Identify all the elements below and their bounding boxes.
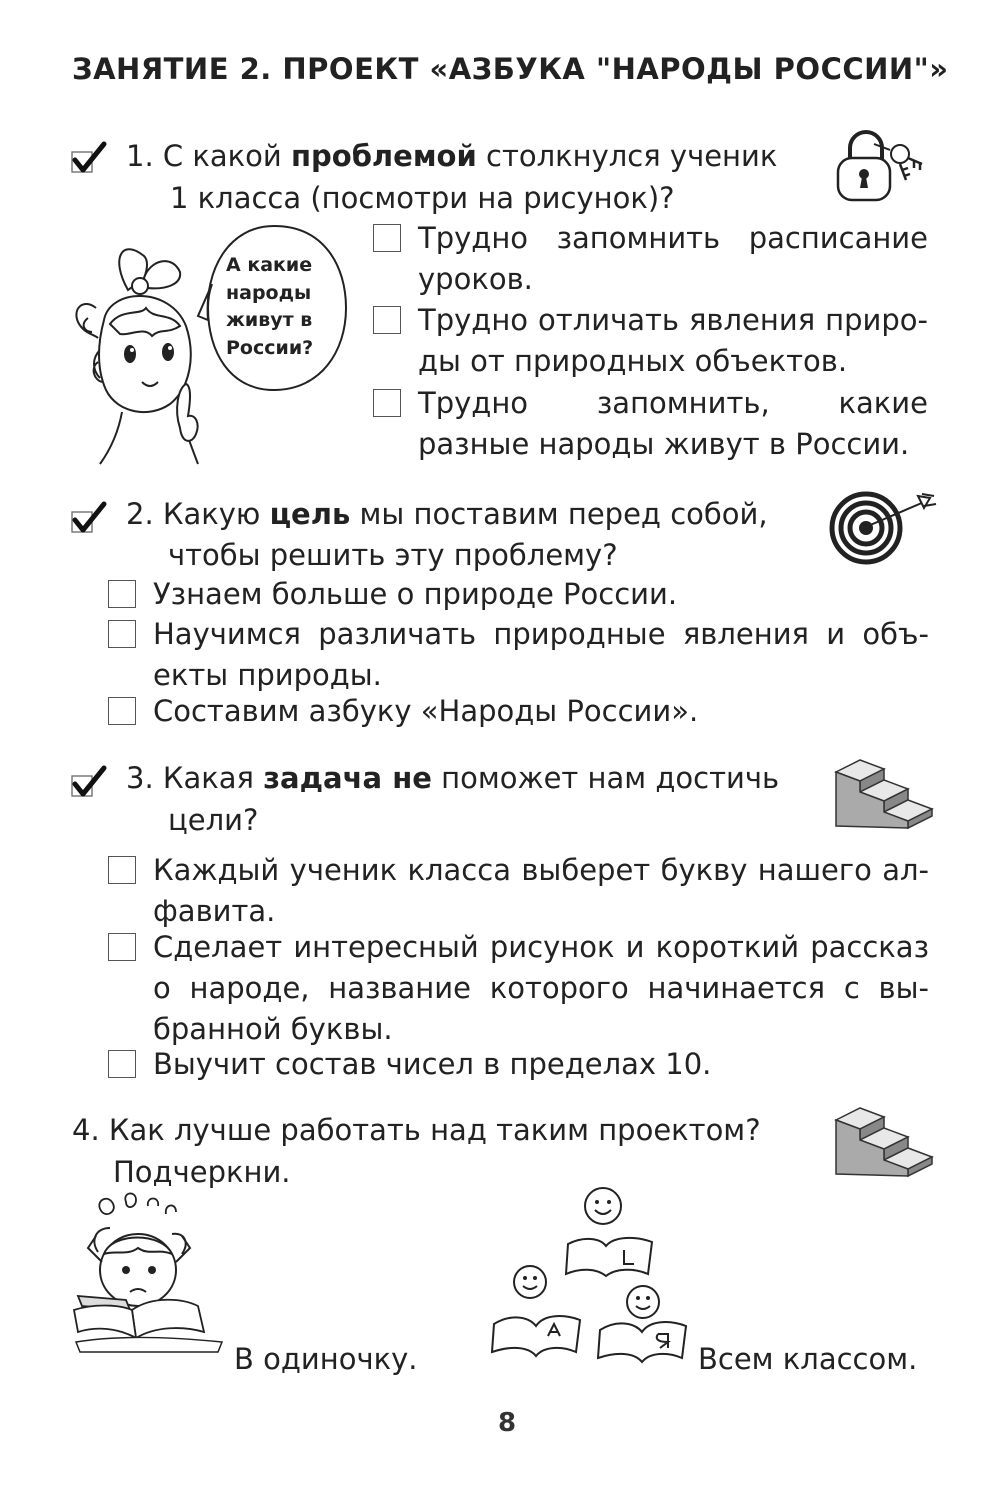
q3-option-1-checkbox[interactable] [108,856,136,884]
girl-illustration [70,238,205,464]
q1-option-1-text: Трудно запомнить расписание уроков. [418,221,928,296]
q3-option-3-checkbox[interactable] [108,1050,136,1078]
speech-bubble-text [226,252,313,362]
page-title: ЗАНЯТИЕ 2. ПРОЕКТ «АЗБУКА "НАРОДЫ РОССИИ"» [72,52,949,86]
target-icon [828,492,936,564]
bubble-line: народы [226,281,312,304]
q1-option-1-checkbox[interactable] [373,224,401,252]
q2-option-1-text: Узнаем больше о природе России. [153,577,678,611]
q1-option-3-checkbox[interactable] [373,389,401,417]
bubble-line: живут в [226,309,313,331]
q2-option-1-checkbox[interactable] [108,580,136,608]
class-books-illustration [488,1184,688,1374]
question-4-line-1: 4. Как лучше работать над таким проектом? [72,1113,761,1147]
q2-option-2-text: Научимся различать природные явления и объ-екты природы. [153,617,929,692]
q1-option-3-text: Трудно запомнить, какие разные народы живут в России. [418,386,928,461]
kid-alone-illustration [72,1192,232,1368]
bubble-line: А какие [226,254,313,276]
choice-class[interactable]: Всем классом. [698,1342,918,1376]
question-2-line-1: 2. Какую цель мы поставим перед собой, [126,497,768,531]
q3-option-2-checkbox[interactable] [108,933,136,961]
q3-option-3-text: Выучит состав чисел в пределах 10. [153,1047,712,1081]
question-1-line-1: 1. С какой проблемой столкнулся ученик [126,139,778,173]
question-3-line-1: 3. Какая задача не поможет нам достичь [126,761,780,795]
bubble-line: России? [226,336,314,359]
q2-option-3-checkbox[interactable] [108,697,136,725]
q2-option-3-text: Составим азбуку «Народы России». [153,694,699,728]
stairs-icon [834,1106,940,1176]
padlock-icon [830,128,926,204]
question-1-line-2: 1 класса (посмотри на рисунок)? [170,181,675,215]
q3-option-1-text: Каждый ученик класса выберет букву нашего ал-фавита. [153,853,929,928]
choice-alone[interactable]: В одиночку. [234,1342,418,1376]
checkmark-icon [70,766,108,800]
q2-option-2-checkbox[interactable] [108,620,136,648]
q1-option-2-checkbox[interactable] [373,306,401,334]
checkmark-icon [70,142,108,176]
question-3-line-2: цели? [168,803,259,837]
page-number: 8 [498,1408,517,1438]
checkmark-icon [70,502,108,536]
q3-option-2-text: Сделает интересный рисунок и короткий рассказ о народе, название которого начинается с вы-бранной буквы. [153,930,929,1046]
q1-option-2-text: Трудно отличать явления приро-ды от природных объектов. [418,303,928,378]
question-2-line-2: чтобы решить эту проблему? [168,538,618,572]
stairs-icon [834,758,940,828]
question-4-line-2: Подчеркни. [113,1155,291,1189]
